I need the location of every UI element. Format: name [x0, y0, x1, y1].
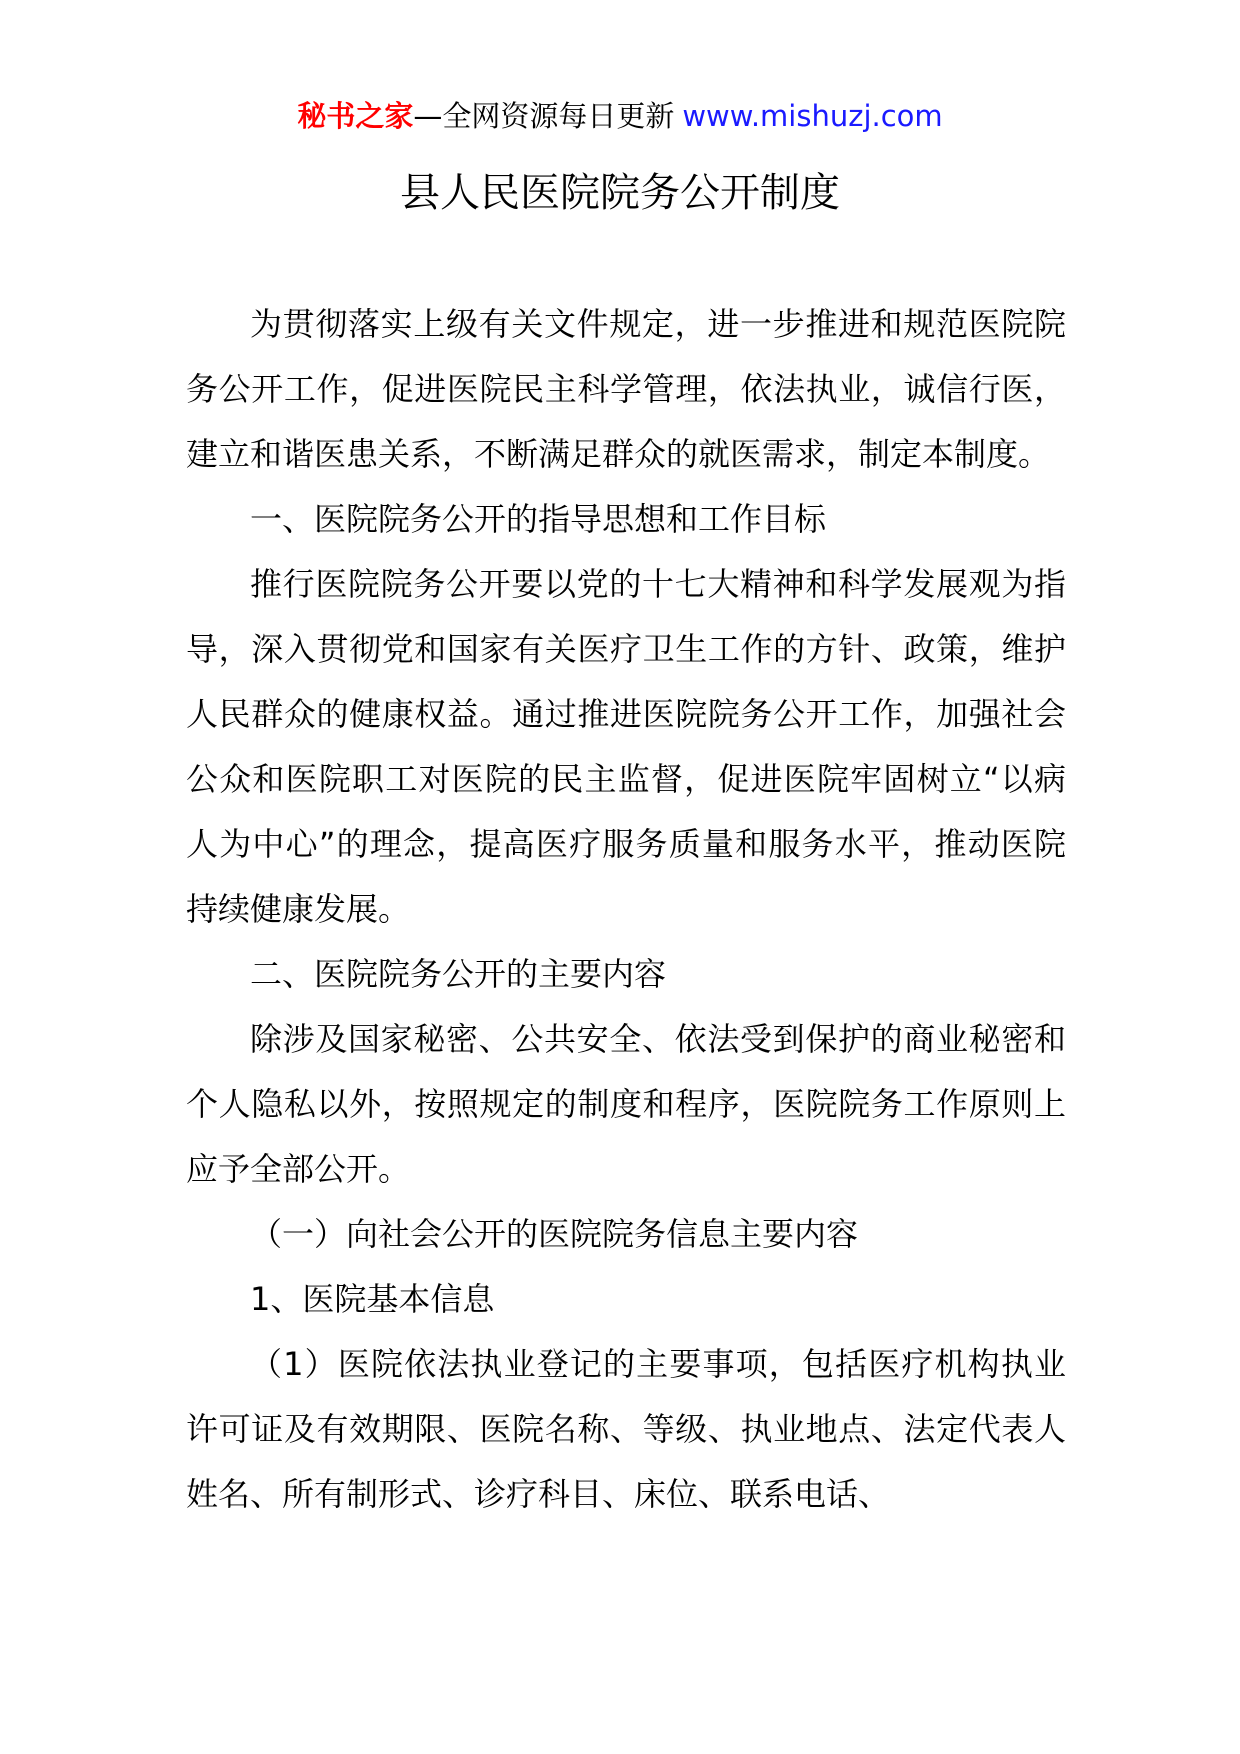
section-2-paragraph: 除涉及国家秘密、公共安全、依法受到保护的商业秘密和个人隐私以外，按照规定的制度和程序，医院院务工作原则上应予全部公开。	[186, 1020, 1066, 1188]
document-body	[186, 292, 1066, 1527]
site-slogan: —全网资源每日更新	[413, 99, 675, 133]
intro-paragraph: 为贯彻落实上级有关文件规定，进一步推进和规范医院院务公开工作，促进医院民主科学管理，依法执业，诚信行医，建立和谐医患关系，不断满足群众的就医需求，制定本制度。	[186, 305, 1066, 473]
section-heading-1: 一、医院院务公开的指导思想和工作目标	[250, 500, 827, 538]
site-header	[0, 96, 1240, 136]
site-brand: 秘书之家	[297, 99, 414, 133]
item-1-paragraph: （1）医院依法执业登记的主要事项，包括医疗机构执业许可证及有效期限、医院名称、等级、执业地点、法定代表人姓名、所有制形式、诊疗科目、床位、联系电话、	[186, 1345, 1066, 1513]
subsection-heading-1: （一）向社会公开的医院院务信息主要内容	[250, 1215, 859, 1253]
document-title: 县人民医院院务公开制度	[400, 170, 840, 216]
site-url-link[interactable]: www.mishuzj.com	[682, 99, 943, 133]
item-heading-1: 1、医院基本信息	[250, 1280, 495, 1318]
section-heading-2: 二、医院院务公开的主要内容	[250, 955, 667, 993]
section-1-paragraph: 推行医院院务公开要以党的十七大精神和科学发展观为指导，深入贯彻党和国家有关医疗卫生工作的方针、政策，维护人民群众的健康权益。通过推进医院院务公开工作，加强社会公众和医院职工对医院的民主监督，促进医院牢固树立“以病人为中心”的理念，提高医疗服务质量和服务水平，推动医院持续健康发展。	[186, 565, 1066, 928]
